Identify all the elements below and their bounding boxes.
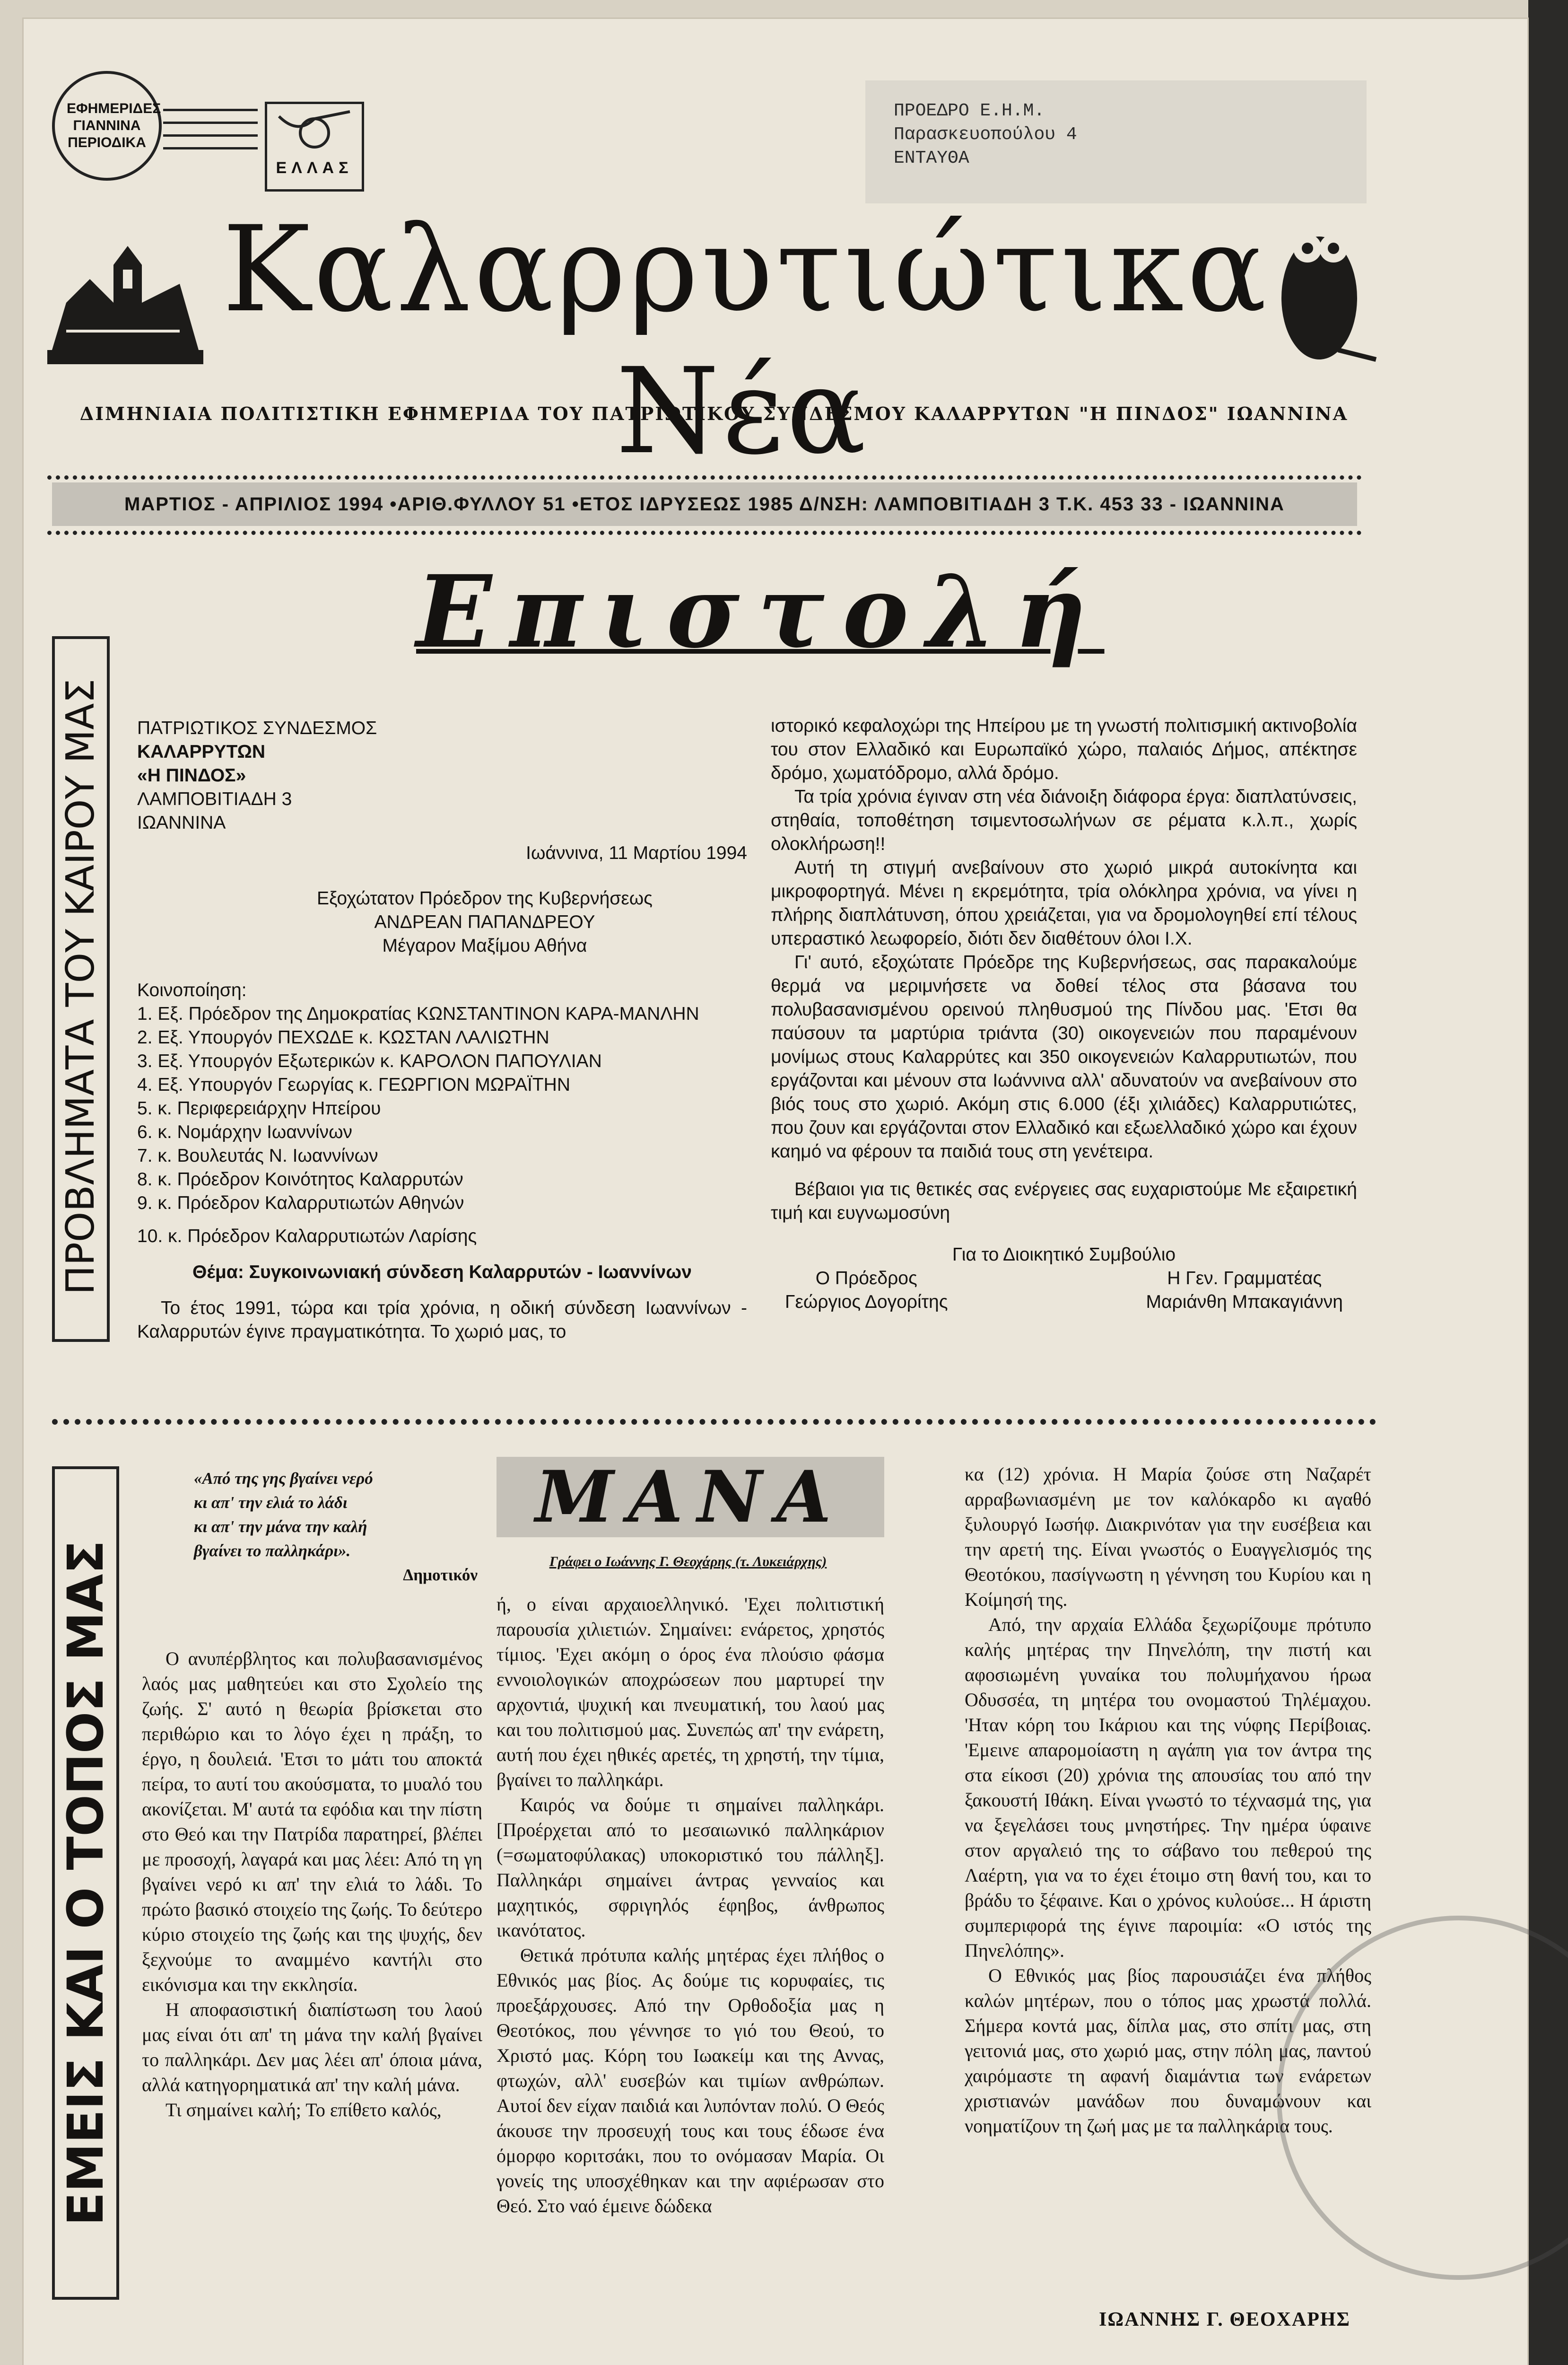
mana-column-2 xyxy=(497,1592,884,2218)
letter-paragraph: Γι' αυτό, εξοχώτατε Πρόεδρε της Κυβερνήσεως, σας παρακαλούμε θερμά να μεριμνήσετε να δοθεί τέλος στα βάσανα του πολυβασανισμένου ορεινού πληθυσμού της Πίνδου μας. 'Ετσι θα παύσουν τα μαρτύρια τριάντα (30) οικογενειών που παραμένουν μονίμως στους Καλαρρύτες και 350 οικογενειών Καλαρρυτιωτών, που εργάζονται και μένουν στα Ιωάννινα αλλ' αδυνατούν να ανεβαίνουν στο βιός τους στο χωριό. Ακόμη στις 6.000 (έξι χιλιάδες) Καλαρρυτιώτες, που ζουν και εργάζονται στον Ελλαδικό και εξωελλαδικό χώρο και έχουν καημό να φέρουν τα παιδιά τους στη γενέτειρα. xyxy=(771,952,1357,1162)
postmark-box xyxy=(265,102,364,192)
mana-paragraph: Η αποφασιστική διαπίστωση του λαού μας είναι ότι απ' τη μάνα την καλή βγαίνει το παλληκάρι. Δεν μας λέει απ' όποια μάνα, αλλά κατηγορηματικά απ' την καλή μάνα. xyxy=(142,1999,482,2095)
dotted-rule-top xyxy=(47,475,1362,480)
mana-paragraph: Καιρός να δούμε τι σημαίνει παλληκάρι. [Προέρχεται από το μεσαιωνικό παλληκάριον (=σωματοφύλακας) υποκοριστικό του πάλληξ]. Παλληκάρι σημαίνει άντρας γενναίος και μαχητικός, σφριγηλός έφηβος, άνθρωπος ικανότατος. xyxy=(497,1794,884,1941)
recipient-line: ΑΝΔΡΕΑΝ ΠΑΠΑΝΔΡΕΟΥ xyxy=(374,912,595,932)
letter-right-column xyxy=(771,714,1357,1314)
cc-item: 6. κ. Νομάρχην Ιωαννίνων xyxy=(137,1122,353,1142)
stamp-text: ΕΦΗΜΕΡΙΔΕΣ ΓΙΑΝΝΙΝΑ ΠΕΡΙΟΔΙΚΑ xyxy=(67,101,161,150)
mana-column-1 xyxy=(142,1646,482,2122)
issue-info-bar: ΜΑΡΤΙΟΣ - ΑΠΡΙΛΙΟΣ 1994 •ΑΡΙΘ.ΦΥΛΛΟΥ 51 •ΕΤΟΣ ΙΔΡΥΣΕΩΣ 1985 Δ/ΝΣΗ: ΛΑΜΠΟΒΙΤΙΑΔΗ 3 Τ.Κ. 453 33 - ΙΩΑΝΝΙΝΑ xyxy=(52,482,1357,526)
cc-item: 5. κ. Περιφερειάρχην Ηπείρου xyxy=(137,1098,381,1119)
periodicals-stamp xyxy=(52,71,162,181)
address-line-1: ΠΡΟΕΔΡΟ Ε.Η.Μ. xyxy=(894,101,1045,121)
mana-paragraph: Τι σημαίνει καλή; Το επίθετο καλός, xyxy=(166,2099,442,2120)
letter-paragraph: ιστορικό κεφαλοχώρι της Ηπείρου με τη γνωστή πολιτισμική ακτινοβολία του στον Ελλαδικό και Ευρωπαϊκό χώρο, παλαιός Δήμος, απέκτησε δρόμο, χωματόδρομο, αλλά δρόμο. xyxy=(771,716,1357,783)
epigraph-line: κι απ' την ελιά το λάδι xyxy=(194,1493,348,1512)
side-label-problems: ΠΡΟΒΛΗΜΑΤΑ ΤΟΥ ΚΑΙΡΟΥ ΜΑΣ xyxy=(58,678,103,1295)
letter-paragraph: Τα τρία χρόνια έγιναν στη νέα διάνοιξη διάφορα έργα: διαπλατύνσεις, στηθαία, τοποθέτηση τσιμεντοσωλήνων σε ρέματα κ.λ.π., χωρίς ολοκλήρωση!! xyxy=(771,787,1357,854)
sender-line: ΙΩΑΝΝΙΝΑ xyxy=(137,813,226,833)
cc-item: 4. Εξ. Υπουργόν Γεωργίας κ. ΓΕΩΡΓΙΟΝ ΜΩΡΑΪΤΗΝ xyxy=(137,1075,570,1095)
cc-item: 9. κ. Πρόεδρον Καλαρρυτιωτών Αθηνών xyxy=(137,1193,464,1213)
address-line-2: Παρασκευοπούλου 4 xyxy=(894,124,1077,145)
signature-role: Η Γεν. Γραμματέας xyxy=(1167,1268,1322,1288)
letter-paragraph: Βέβαιοι για τις θετικές σας ενέργειες σας ευχαριστούμε Με εξαιρετική τιμή και ευγνωμοσύνη xyxy=(771,1179,1357,1223)
cc-item: 3. Εξ. Υπουργόν Εξωτερικών κ. ΚΑΡΟΛΟΝ ΠΑΠΟΥΛΙΑΝ xyxy=(137,1051,602,1071)
recipient-line: Εξοχώτατον Πρόεδρον της Κυβερνήσεως xyxy=(317,888,653,909)
letter-left-column xyxy=(137,717,747,1344)
posthorn-icon xyxy=(270,107,359,159)
epigraph-line: κι απ' την μάνα την καλή xyxy=(194,1517,367,1536)
letter-paragraph: Αυτή τη στιγμή ανεβαίνουν στο χωριό μικρά αυτοκίνητα και μικροφορτηγά. Μένει η εκρεμότητα, τρία ολόκληρα χρόνια, να γίνει η πλήρης διαπλάτυνση, όπου χρειάζεται, για να δρομολογηθεί επί τέλους υπεραστικό λεωφορείο, διότι δεν διαθέτουν όλοι Ι.Χ. xyxy=(771,858,1357,949)
cc-item: 1. Εξ. Πρόεδρον της Δημοκρατίας ΚΩΝΣΤΑΝΤΙΝΟΝ ΚΑΡΑ-ΜΑΝΛΗΝ xyxy=(137,1004,699,1024)
newspaper-title: Καλαρρυτιώτικα Νέα xyxy=(222,201,1270,480)
cc-item: 7. κ. Βουλευτάς Ν. Ιωαννίνων xyxy=(137,1146,378,1166)
mana-paragraph: Ο Εθνικός μας βίος παρουσιάζει ένα πλήθος καλών μητέρων, που ο τόπος μας χρωστά πολλά. Σήμερα κοντά μας, δίπλα μας, στο σπίτι μας, στη γειτονιά μας, στο χωριό μας, στην πόλη μας, παντού χαιρόμαστε τη αφανή διαμάντια των ενάρετων χριστιανών μανάδων που δυναμώνουν και νοηματίζουν τη ζωή μας με τα παλληκάρια τους. xyxy=(965,1965,1371,2137)
cc-item: 10. κ. Πρόεδρον Καλαρρυτιωτών Λαρίσης xyxy=(137,1226,477,1246)
mana-title: ΜΑΝΑ xyxy=(497,1457,884,1537)
mana-paragraph: Θετικά πρότυπα καλής μητέρας έχει πλήθος ο Εθνικός μας βίος. Ας δούμε τις κορυφαίες, τις προεξάρχουσες. Από την Ορθοδοξία μας η Θεοτόκος, που γέννησε το γιό του Θεού, το Χριστό μας. Κόρη του Ιωακείμ και της Αννας, φτωχών, αλλ' ευσεβών και τιμίων ανθρώπων. Αυτοί δεν είχαν παιδιά και λυπόνταν πολύ. Ο Θεός άκουσε την προσευχή τους και τους έδωσε ένα όμορφο κοριτσάκι, που το ονόμασαν Μαρία. Οι γονείς της υποσχέθηκαν και την αφιέρωσαν στο Θεό. Στο ναό έμεινε δώδεκα xyxy=(497,1945,884,2216)
letter-subject: Θέμα: Συγκοινωνιακή σύνδεση Καλαρρυτών - Ιωαννίνων xyxy=(192,1262,692,1282)
signature-right xyxy=(1146,1267,1343,1314)
church-illustration xyxy=(38,208,208,378)
mana-paragraph: κα (12) χρόνια. Η Μαρία ζούσε στη Ναζαρέτ αρραβωνιασμένη με τον καλόκαρδο κι αγαθό ξυλουργό Ιωσήφ. Διακρινόταν για την ευσέβεια και την αρετή της. Είναι γνωστός ο Ευαγγελισμός της Θεοτόκου, πασίγνωστη η γέννηση του Κυρίου και η Κοίμησή της. xyxy=(965,1463,1371,1610)
side-label-box-place xyxy=(52,1466,119,2300)
recipient-block xyxy=(137,887,747,958)
sender-line: ΚΑΛΑΡΡΥΤΩΝ xyxy=(137,742,266,762)
epigraph-source: Δημοτικόν xyxy=(403,1566,478,1584)
letter-date: Ιωάννινα, 11 Μαρτίου 1994 xyxy=(526,843,747,863)
section-divider xyxy=(52,1419,1376,1425)
sender-line: ΠΑΤΡΙΩΤΙΚΟΣ ΣΥΝΔΕΣΜΟΣ xyxy=(137,718,377,738)
epigraph-line: «Από της γης βγαίνει νερό xyxy=(194,1469,373,1488)
dotted-rule-bottom xyxy=(47,531,1362,535)
mana-byline: Γράφει ο Ιωάννης Γ. Θεοχάρης (τ. Λυκειάρχης) xyxy=(549,1554,827,1569)
signature-block xyxy=(771,1267,1357,1314)
mana-paragraph: ή, ο είναι αρχαιοελληνικό. 'Εχει πολιτιστική παρουσία χιλιετιών. Σημαίνει: ενάρετος, χρηστός τίμιος. 'Εχει ακόμη ο όρος ένα πλούσιο φάσμα εννοιολογικών αποχρώσεων που μαρτυρεί την αρχοντιά, ψυχική και πνευματική, του λαού μας και του πολιτισμού μας. Συνεπώς απ' την ενάρετη, αυτή που έχει ηθικές αρετές, τη χρηστή, την τίμια, βγαίνει το παλληκάρι. xyxy=(497,1594,884,1790)
owl-icon xyxy=(1267,208,1381,364)
signature-role: Ο Πρόεδρος xyxy=(815,1268,917,1288)
cc-title: Κοινοποίηση: xyxy=(137,980,247,1000)
cc-list xyxy=(137,1002,747,1248)
masthead-subtitle: ΔΙΜΗΝΙΑΙΑ ΠΟΛΙΤΙΣΤΙΚΗ ΕΦΗΜΕΡΙΔΑ ΤΟΥ ΠΑΤΡΙΩΤΙΚΟΥ ΣΥΝΔΕΣΜΟΥ ΚΑΛΑΡΡΥΤΩΝ "Η ΠΙΝΔΟΣ" ΙΩΑΝΝΙΝΑ xyxy=(79,403,1349,424)
cc-item: 2. Εξ. Υπουργόν ΠΕΧΩΔΕ κ. ΚΩΣΤΑΝ ΛΑΛΙΩΤΗΝ xyxy=(137,1027,549,1048)
mana-paragraph: Από, την αρχαία Ελλάδα ξεχωρίζουμε πρότυπο καλής μητέρας την Πηνελόπη, την πιστή και αφοσιωμένη γυναίκα του πολυμήχανου ήρωα Οδυσσέα, τη μητέρα του ονομαστού Τηλέμαχου. 'Ηταν κόρη του Ικάριου και της νύφης Περίβοιας. 'Εμεινε απαρομοίαστη η αγάπη για τον άντρα της στα είκοσι (20) χρόνια της απουσίας του από την ξακουστή Ιθάκη. Είναι γνωστό το τέχνασμά της, για να ξεγελάσει τους μνηστήρες. Την ημέρα ύφαινε στον αργαλειό της το σάβανο του πεθερού της Λαέρτη, για να το έχει έτοιμο στη θανή του, και το βράδυ το ξέφαινε. Και ο χρόνος κυλούσε... Η άριστη συμπεριφορά της έγινε παροιμία: «Ο ιστός της Πηνελόπης». xyxy=(965,1614,1371,1961)
mailing-address-label xyxy=(865,80,1367,203)
letter-heading: Επιστολή xyxy=(416,553,1105,670)
letter-intro: Το έτος 1991, τώρα και τρία χρόνια, η οδική σύνδεση Ιωαννίνων - Καλαρρυτών έγινε πραγματικότητα. Το χωριό μας, το xyxy=(137,1298,747,1342)
sender-line: «Η ΠΙΝΔΟΣ» xyxy=(137,765,246,786)
epigraph-line: βγαίνει το παλληκάρι». xyxy=(194,1542,351,1560)
signature-title: Για το Διοικητικό Συμβούλιο xyxy=(952,1244,1176,1265)
mana-paragraph: Ο ανυπέρβλητος και πολυβασανισμένος λαός μας μαθητεύει και στο Σχολείο της ζωής. Σ' αυτό η θεωρία βρίσκεται στο περιθώριο και το λόγο έχει η πράξη, το έργο, η δουλειά. 'Ετσι το μάτι του αποκτά πείρα, το αυτί του ακούσματα, το μυαλό του ακονίζεται. Μ' αυτά τα εφόδια και την πίστη στο Θεό και την Πατρίδα παρατηρεί, βλέπει με προσοχή, λαγαρά και μας λέει: Από τη γη βγαίνει νερό κι απ' την ελιά το λάδι. Το πρώτο βασικό στοιχείο της ζωής. Το δεύτερο κύριο στοιχείο της ζωής και της ψυχής, δεν ξεχνούμε το αναμμένο καντήλι στο εικόνισμα και την εκκλησία. xyxy=(142,1648,482,1995)
side-label-box-problems xyxy=(52,636,110,1342)
sender-block xyxy=(137,717,747,835)
cc-item: 8. κ. Πρόεδρον Κοινότητος Καλαρρυτών xyxy=(137,1169,463,1190)
epigraph xyxy=(194,1466,478,1587)
mana-author: ΙΩΑΝΝΗΣ Γ. ΘΕΟΧΑΡΗΣ xyxy=(1098,2309,1351,2330)
signature-left xyxy=(785,1267,948,1314)
address-line-3: ΕΝΤΑΥΘΑ xyxy=(894,148,969,168)
side-label-place: ΕΜΕΙΣ ΚΑΙ Ο ΤΟΠΟΣ ΜΑΣ xyxy=(57,1540,114,2226)
sender-line: ΛΑΜΠΟΒΙΤΙΑΔΗ 3 xyxy=(137,789,292,809)
postmark-country: ΕΛΛΑΣ xyxy=(276,159,353,177)
signature-name: Γεώργιος Δογορίτης xyxy=(785,1292,948,1312)
recipient-line: Μέγαρον Μαξίμου Αθήνα xyxy=(382,936,587,956)
signature-name: Μαριάνθη Μπακαγιάννη xyxy=(1146,1292,1343,1312)
postal-lines xyxy=(163,109,258,149)
